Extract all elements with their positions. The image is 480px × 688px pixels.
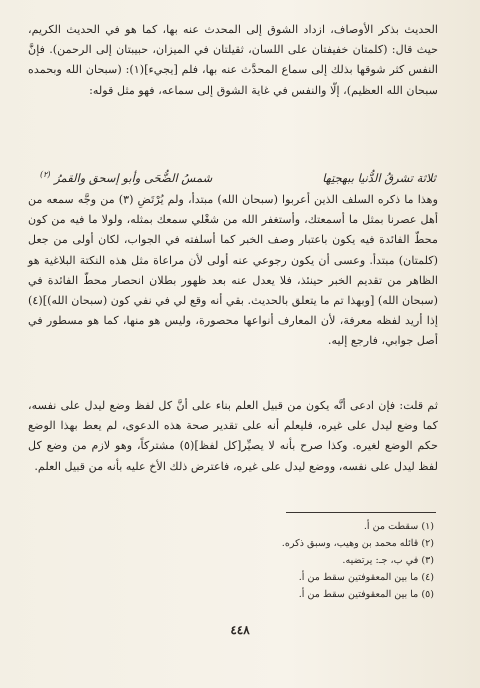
footnotes-list — [54, 518, 434, 603]
paragraph-2: وهذا ما ذكره السلف الذين أعربوا (سبحان الله) مبتدأ، ولم يُرْتَضِ (٣) من وجَّه سمعه من أهل عصرنا بمثل ما أسمعتك، وأستغفر الله من شغْلي سمعك بمثله، ولولا ما فيه من كون محطّ الفائدة فيه يكون باعتبار وصف الخبر كما أسلفته في الجواب، لكان أولى من جعل (كلمتان) مبتدأ. وعسى أن يكون رجوعي عنه أولى لأن مراعاة مثل هذه النكتة البلاغية هو الظاهر من تقديم الخبر حينئذ، فلا يعدل عنه بعد ظهور بطلان انحصار محطّ الفائدة في (سبحان الله) [وبهذا تم ما يتعلق بالحديث. بقي أنه وقع لي في نفي كون (سبحان الله)](٤) إذا أريد لفظه معرفة، لأن المعارف أنواعها محصورة، وليس هو منها، كما هو مسطور في أصل جوابي، فارجع إليه. — [28, 193, 438, 348]
verse-first-hemistich: ثلاثة تشرقُ الدُّنيا ببهجتِها — [322, 170, 436, 185]
paragraph-1: الحديث بذكر الأوصاف، ازداد الشوق إلى المحدث عنه بها، كما هو في الحديث الكريم، حيث قال: (كلمتان خفيفتان على اللسان، ثقيلتان في الميزان، حبيبتان إلى الرحمن). فإنَّ النفس كثر شوقها بذلك إلى سماع المحدَّث عنه بها، فلم [يجيء](١): (سبحان الله وبحمده سبحان الله العظيم)، إلّا والنفس في غاية الشوق إلى سماعه، فهو مثل قوله: — [28, 23, 439, 97]
text-block — [28, 20, 438, 101]
verse-second-hemistich-text: شمسُ الضُّحَى وأبو إسحق والقمرُ — [54, 170, 213, 185]
paragraph-3: ثم قلت: فإن ادعى أنَّه يكون من قبيل العلم بناء على أنَّ كل لفظ وضع ليدل على نفسه، كما وضع ليدل على غيره، فليعلم أنه على تقدير صحة هذه الدعوى، لم يعط بهذا الوضع حكم الوضع لغيره. وكذا صرح بأنه لا يصيِّر[كل لفظ](٥) مشتركاً، وهو لازم من وضع كل لفظ ليدل على نفسه، ووضع ليدل على غيره، فاعترض ذلك الأخ عليه بأنه من قبيل العلم. — [28, 399, 439, 473]
page-number: ٤٤٨ — [230, 623, 250, 637]
footnote-4: (٤) ما بين المعقوفتين سقط من أ. — [298, 572, 434, 583]
footnote-3: (٣) في ب، جـ: يرتضيه. — [342, 555, 434, 566]
footnote-5: (٥) ما بين المعقوفتين سقط من أ. — [298, 589, 434, 600]
footnote-2: (٢) قائله محمد بن وهيب، وسبق ذكره. — [281, 538, 434, 549]
verse-second-hemistich — [40, 170, 212, 185]
footnote-1: (١) سقطت من أ. — [363, 521, 434, 532]
poetry-verse — [40, 170, 436, 185]
footnote-separator — [286, 512, 436, 513]
verse-footnote-mark: (٢) — [40, 170, 51, 179]
